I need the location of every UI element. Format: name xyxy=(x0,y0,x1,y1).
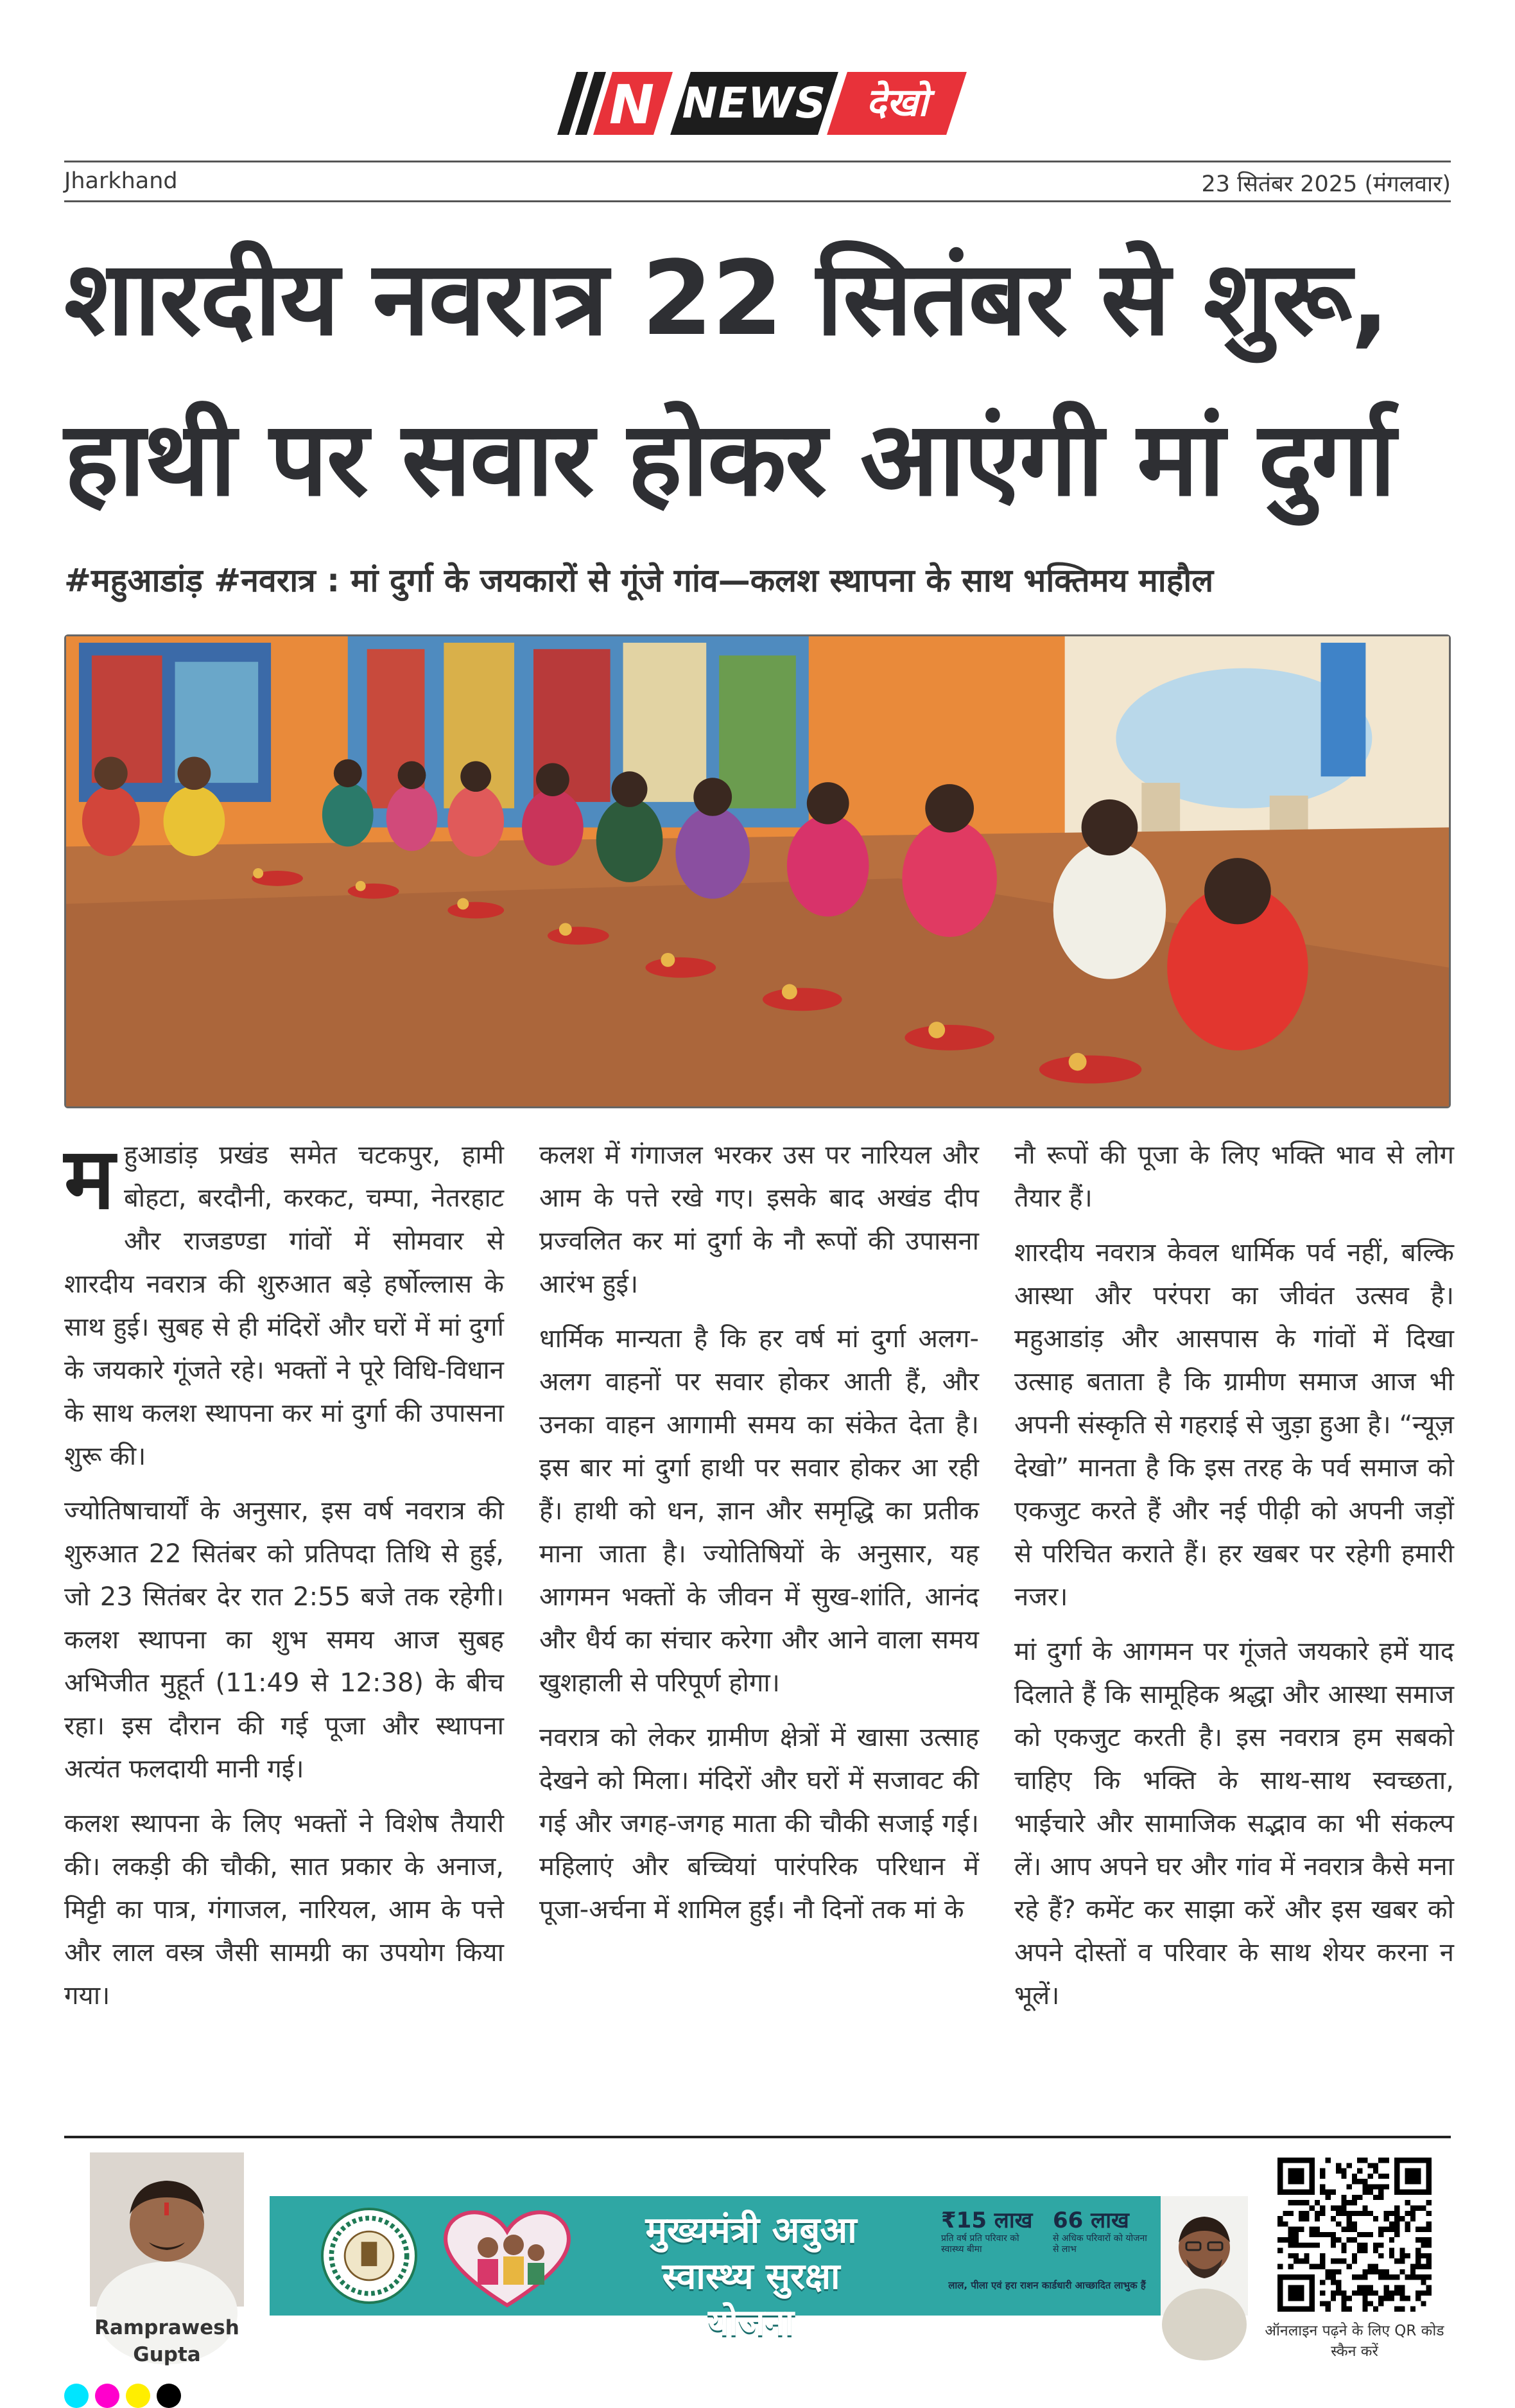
ad-stat-families-value: 66 लाख xyxy=(1053,2208,1129,2233)
ad-stat-families xyxy=(1053,2208,1149,2255)
article-paragraph xyxy=(64,1130,504,1478)
registration-dot-cyan xyxy=(64,2384,89,2408)
author-avatar xyxy=(90,2152,244,2307)
dateline-rule xyxy=(64,200,1451,202)
logo-brand-hindi-block xyxy=(827,72,967,135)
drop-cap: म xyxy=(64,1130,115,1228)
article-paragraph-text: हुआडांड़ प्रखंड समेत चटकपुर, हामी बोहटा, बरदौनी, करकट, चम्पा, नेतरहाट और राजडण्डा गांवों में सोमवार से शारदीय नवरात्र की शुरुआत बड़े हर्षोल्लास के साथ हुई। सुबह से ही मंदिरों और घरों में मां दुर्गा के जयकारे गूंजते रहे। भक्तों ने पूरे विधि-विधान के साथ कलश स्थापना कर मां दुर्गा की उपासना शुरू की। xyxy=(64,1140,504,1471)
ad-stat-coverage xyxy=(941,2208,1044,2255)
headline xyxy=(64,218,1451,539)
author-name xyxy=(77,2314,257,2368)
newspaper-logo xyxy=(557,72,958,135)
ad-stat-coverage-note: प्रति वर्ष प्रति परिवार को स्वास्थ्य बीमा xyxy=(941,2233,1019,2255)
ad-portrait xyxy=(1161,2196,1248,2316)
article-column-2 xyxy=(539,1134,979,1943)
family-heart-icon xyxy=(430,2203,584,2312)
qr-caption: ऑनलाइन पढ़ने के लिए QR कोड स्कैन करें xyxy=(1265,2323,1444,2360)
article-paragraph: नौ रूपों की पूजा के लिए भक्ति भाव से लोग तैयार हैं। xyxy=(1014,1140,1454,1213)
registration-dot-black xyxy=(157,2384,181,2408)
article-column-1 xyxy=(64,1130,504,2029)
article-paragraph: शारदीय नवरात्र केवल धार्मिक पर्व नहीं, बल्कि आस्था और परंपरा का जीवंत उत्सव है। महुआडांड़ और आसपास के गांवों में दिखा उत्साह बताता है कि ग्रामीण समाज आज भी अपनी संस्कृति से गहराई से जुड़ा हुआ है। “न्यूज़ देखो” मानता है कि इस तरह के पर्व समाज को एकजुट करते हैं और नई पीढ़ी को अपनी जड़ों से परिचित कराते हैं। हर खबर पर रहेगी हमारी नजर। xyxy=(1014,1238,1454,1612)
logo-brand-text: NEWS xyxy=(682,78,827,128)
jharkhand-emblem-icon xyxy=(321,2208,417,2304)
author-photo xyxy=(90,2152,244,2307)
ad-title xyxy=(616,2208,886,2346)
article-paragraph: धार्मिक मान्यता है कि हर वर्ष मां दुर्गा अलग-अलग वाहनों पर सवार होकर आती हैं, और उनका वाहन आगामी समय का संकेत देता है। इस बार मां दुर्गा हाथी पर सवार होकर आ रही हैं। हाथी को धन, ज्ञान और समृद्धि का प्रतीक माना जाता है। ज्योतिषियों के अनुसार, यह आगमन भक्तों के जीवन में सुख-शांति, आनंद और धैर्य का संचार करेगा और आने वाला समय खुशहाली से परिपूर्ण होगा। xyxy=(539,1324,979,1698)
ad-title-line-1: मुख्यमंत्री अबुआ xyxy=(645,2210,857,2251)
article-paragraph: कलश स्थापना के लिए भक्तों ने विशेष तैयारी की। लकड़ी की चौकी, सात प्रकार के अनाज, मिट्टी का पात्र, गंगाजल, नारियल, आम के पत्ते और लाल वस्त्र जैसी सामग्री का उपयोग किया गया। xyxy=(64,1809,504,2011)
ad-stat-coverage-value: ₹15 लाख xyxy=(941,2208,1033,2233)
author-first-name: Ramprawesh xyxy=(94,2316,239,2339)
headline-line-1: शारदीय नवरात्र 22 सितंबर से शुरू, xyxy=(64,238,1389,358)
ad-banner[interactable] xyxy=(270,2196,1248,2344)
registration-dot-magenta xyxy=(95,2384,119,2408)
dateline-date: 23 सितंबर 2025 (मंगलवार) xyxy=(1201,171,1451,197)
article-paragraph: ज्योतिषाचार्यों के अनुसार, इस वर्ष नवरात्र की शुरुआत 22 सितंबर को प्रतिपदा तिथि से हुई, जो 23 सितंबर देर रात 2:55 बजे तक रहेगी। कलश स्थापना का शुभ समय आज सुबह अभिजीत मुहूर्त (11:49 से 12:38) के बीच रहा। इस दौरान की गई पूजा और स्थापना अत्यंत फलदायी मानी गई। xyxy=(64,1496,504,1784)
registration-dot-yellow xyxy=(126,2384,150,2408)
article-photo xyxy=(64,634,1451,1108)
dateline-region: Jharkhand xyxy=(64,168,178,194)
ad-stat-families-note: से अधिक परिवारों को योजना से लाभ xyxy=(1053,2233,1147,2255)
logo-slashes-icon xyxy=(557,72,673,135)
article-paragraph: मां दुर्गा के आगमन पर गूंजते जयकारे हमें याद दिलाते हैं कि सामूहिक श्रद्धा और आस्था समाज को एकजुट करती है। इस नवरात्र हम सबको चाहिए कि भक्ति के साथ-साथ स्वच्छता, भाईचारे और सामाजिक सद्भाव का भी संकल्प लें। आप अपने घर और गांव में नवरात्र कैसे मना रहे हैं? कमेंट कर साझा करें और इस खबर को अपने दोस्तों व परिवार के साथ शेयर करना न भूलें। xyxy=(1014,1637,1454,2011)
article-column-3 xyxy=(1014,1134,1454,2029)
ad-title-line-2: स्वास्थ्य सुरक्षा योजना xyxy=(662,2256,840,2344)
logo-brand-block xyxy=(670,72,838,135)
subheadline: #महुआडांड़ #नवरात्र : मां दुर्गा के जयकारों से गूंजे गांव—कलश स्थापना के साथ भक्तिमय माहौल xyxy=(64,562,1214,599)
logo-brand-hindi-text: देखो xyxy=(866,80,928,125)
ad-tagline: लाल, पीला एवं हरा राशन कार्डधारी आच्छादित लाभुक हैं xyxy=(948,2280,1146,2291)
top-rule xyxy=(64,161,1451,162)
logo-letter: N xyxy=(609,73,655,136)
article-paragraph: कलश में गंगाजल भरकर उस पर नारियल और आम के पत्ते रखे गए। इसके बाद अखंड दीप प्रज्वलित कर मां दुर्गा के नौ रूपों की उपासना आरंभ हुई। xyxy=(539,1140,979,1299)
puja-scene-photo xyxy=(66,636,1449,1106)
qr-code-icon[interactable] xyxy=(1277,2158,1432,2312)
author-last-name: Gupta xyxy=(133,2343,201,2366)
article-paragraph: नवरात्र को लेकर ग्रामीण क्षेत्रों में खासा उत्साह देखने को मिला। मंदिरों और घरों में सजावट की गई और जगह-जगह माता की चौकी सजाई गई। महिलाएं और बच्चियां पारंपरिक परिधान में पूजा-अर्चना में शामिल हुईं। नौ दिनों तक मां के xyxy=(539,1723,979,1924)
footer-rule xyxy=(64,2136,1451,2138)
headline-line-2: हाथी पर सवार होकर आएंगी मां दुर्गा xyxy=(64,399,1395,519)
